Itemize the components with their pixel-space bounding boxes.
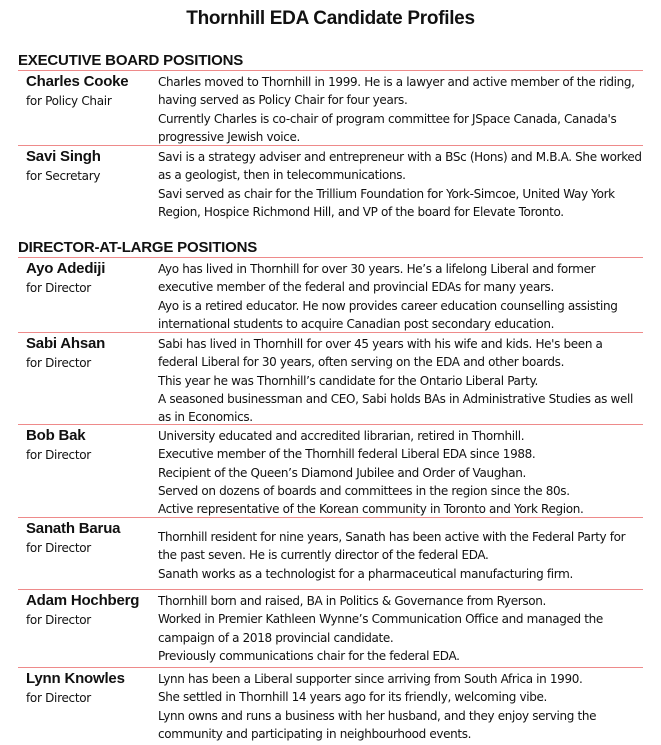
section-heading: EXECUTIVE BOARD POSITIONS <box>18 52 244 69</box>
candidate-row <box>18 145 643 226</box>
candidate-bio <box>158 148 643 226</box>
bio-paragraph: Ayo has lived in Thornhill for over 30 years. He’s a lifelong Liberal and former executive member of the federal and provincial EDAs for many years. <box>158 262 596 295</box>
bio-paragraph: Executive member of the Thornhill federal Liberal EDA since 1988. <box>158 447 536 462</box>
candidate-role: for Director <box>26 448 91 462</box>
candidate-bio <box>158 520 643 589</box>
bio-paragraph: Active representative of the Korean community in Toronto and York Region. <box>158 502 584 517</box>
bio-paragraph: Lynn owns and runs a business with her husband, and they enjoy serving the community and participating in neighbourhood events. <box>158 708 597 741</box>
candidate-name: Ayo Adediji <box>26 260 106 277</box>
candidate-name: Sanath Barua <box>26 520 121 537</box>
candidate-role: for Director <box>26 356 91 370</box>
bio-paragraph: Savi served as chair for the Trillium Foundation for York-Simcoe, United Way York Region, Hospice Richmond Hill, and VP of the board for Elevate Toronto. <box>158 186 615 219</box>
candidate-role: for Secretary <box>26 169 101 183</box>
candidate-bio <box>158 592 643 667</box>
bio-paragraph: Previously communications chair for the federal EDA. <box>158 648 460 663</box>
candidate-role: for Director <box>26 281 91 295</box>
page-title: Thornhill EDA Candidate Profiles <box>186 8 475 29</box>
bio-paragraph: Ayo is a retired educator. He now provides career education counselling assisting international students to acquire Canadian post secondary education. <box>158 298 618 331</box>
candidate-name: Lynn Knowles <box>26 670 125 687</box>
candidate-bio <box>158 260 643 332</box>
candidate-name: Adam Hochberg <box>26 592 140 609</box>
candidate-name: Sabi Ahsan <box>26 335 106 352</box>
bio-paragraph: Thornhill resident for nine years, Sanath has been active with the Federal Party for the past seven. He is currently director of the federal EDA. <box>158 530 626 563</box>
section-executive-board <box>18 52 643 226</box>
candidate-row <box>18 589 643 667</box>
candidate-bio <box>158 73 643 145</box>
candidate-row <box>18 257 643 332</box>
bio-paragraph: A seasoned businessman and CEO, Sabi holds BAs in Administrative Studies as well as in Economics. <box>158 391 633 425</box>
candidate-row <box>18 667 643 745</box>
candidate-name: Charles Cooke <box>26 73 129 90</box>
candidate-name: Bob Bak <box>26 427 86 444</box>
candidate-bio <box>158 335 643 424</box>
candidate-row <box>18 70 643 145</box>
section-director-at-large <box>18 239 643 745</box>
candidate-role: for Director <box>26 691 91 705</box>
bio-paragraph: Savi is a strategy adviser and entrepreneur with a BSc (Hons) and M.B.A. She worked as a geologist, then in telecommunications. <box>158 150 642 183</box>
bio-paragraph: Charles moved to Thornhill in 1999. He is a lawyer and active member of the riding, having served as Policy Chair for four years. <box>158 75 635 108</box>
bio-paragraph: Sabi has lived in Thornhill for over 45 years with his wife and kids. He's been a federal Liberal for 30 years, often serving on the EDA and other boards. <box>158 337 603 370</box>
bio-paragraph: Recipient of the Queen’s Diamond Jubilee and Order of Vaughan. <box>158 465 526 480</box>
section-heading: DIRECTOR-AT-LARGE POSITIONS <box>18 239 258 256</box>
candidate-name: Savi Singh <box>26 148 101 165</box>
bio-paragraph: University educated and accredited librarian, retired in Thornhill. <box>158 429 525 443</box>
candidate-row <box>18 517 643 589</box>
candidate-role: for Director <box>26 613 91 627</box>
candidate-row <box>18 424 643 517</box>
bio-paragraph: Worked in Premier Kathleen Wynne’s Communication Office and managed the campaign of a 2018 provincial candidate. <box>158 612 603 645</box>
candidate-row <box>18 332 643 424</box>
bio-paragraph: Currently Charles is co-chair of program committee for JSpace Canada, Canada's progressive Jewish voice. <box>158 111 617 144</box>
bio-paragraph: Sanath works as a technologist for a pharmaceutical manufacturing firm. <box>158 566 573 581</box>
candidate-role: for Policy Chair <box>26 94 112 108</box>
bio-paragraph: Lynn has been a Liberal supporter since arriving from South Africa in 1990. <box>158 672 583 686</box>
bio-paragraph: She settled in Thornhill 14 years ago for its friendly, welcoming vibe. <box>158 690 547 705</box>
candidate-role: for Director <box>26 541 91 555</box>
candidate-bio <box>158 427 643 517</box>
bio-paragraph: This year he was Thornhill’s candidate for the Ontario Liberal Party. <box>158 373 538 388</box>
bio-paragraph: Served on dozens of boards and committees in the region since the 80s. <box>158 483 570 498</box>
candidate-bio <box>158 670 643 745</box>
bio-paragraph: Thornhill born and raised, BA in Politics & Governance from Ryerson. <box>158 594 546 608</box>
